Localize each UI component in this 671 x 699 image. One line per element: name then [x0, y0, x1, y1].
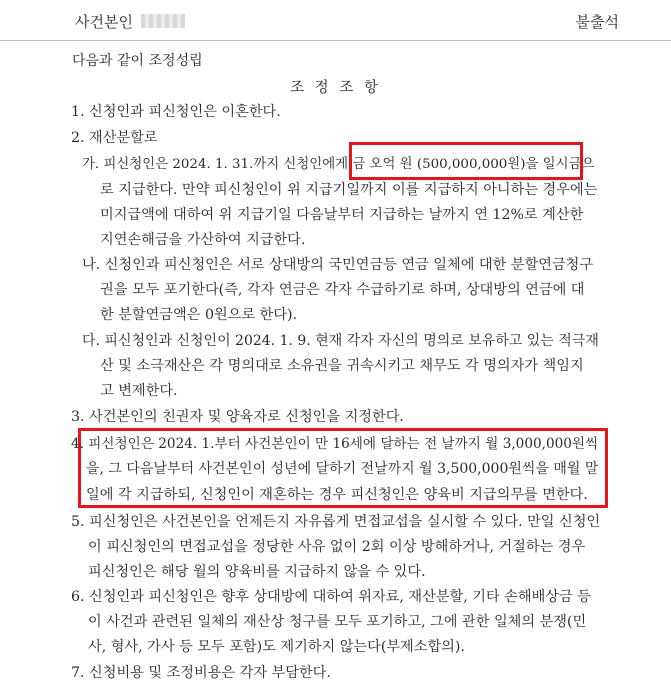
- clause-2-da-line-1: 다. 피신청인과 신청인이 2024. 1. 9. 현재 각자 자신의 명의로 보유하고 있는 적극재: [82, 333, 599, 349]
- clause-6-line-2: 이 사건과 관련된 일체의 재산상 청구를 모두 포기하고, 그에 관한 일체의 분쟁(민: [88, 614, 587, 630]
- clause-2: 2. 재산분할로: [71, 130, 158, 146]
- clause-3: 3. 사건본인의 친권자 및 양육자로 신청인을 지정한다.: [71, 409, 404, 425]
- clause-5-line-2: 이 피신청인의 면접교섭을 정당한 사유 없이 2회 이상 방해하거나, 거절하는 경우: [88, 539, 586, 555]
- intro-text: 다음과 같이 조정성립: [72, 53, 203, 69]
- clause-2-ga-line-1: 가. 피신청인은 2024. 1. 31.까지 신청인에게 금 오억 원 (500,000,000원)을 일시금으: [82, 157, 595, 172]
- clause-6-line-3: 사, 형사, 가사 등 모두 포함)도 제기하지 않는다(부제소합의).: [88, 639, 465, 655]
- clause-4-line-2: 을, 그 다음날부터 사건본인이 성년에 달하기 전날까지 월 3,500,000원씩을 매월 말: [86, 461, 599, 477]
- clause-2-ga-line-4: 지연손해금을 가산하여 지급한다.: [100, 232, 306, 248]
- case-party-label: 사건본인: [75, 13, 133, 31]
- clause-6-line-1: 6. 신청인과 피신청인은 향후 상대방에 대하여 위자료, 재산분할, 기타 손해배상금 등: [71, 589, 591, 605]
- case-party: [75, 11, 185, 32]
- clause-7: 7. 신청비용 및 조정비용은 각자 부담한다.: [71, 665, 331, 681]
- document-header: [0, 0, 671, 41]
- redacted-name: [141, 14, 185, 28]
- clause-2-ga-line-2: 로 지급한다. 만약 피신청인이 위 지급기일까지 이를 지급하지 아니하는 경우에는: [100, 182, 598, 198]
- clause-2-ga-line-3: 미지급액에 대하여 위 지급기일 다음날부터 지급하는 날까지 연 12%로 계산한: [100, 207, 584, 223]
- section-heading: 조 정 조 항: [290, 80, 381, 96]
- attendance-status: 불출석: [575, 13, 619, 31]
- clause-4-line-1: 4. 피신청인은 2024. 1.부터 사건본인이 만 16세에 달하는 전 날까지 월 3,000,000원씩: [71, 436, 599, 452]
- clause-4-line-3: 일에 각 지급하되, 신청인이 재혼하는 경우 피신청인은 양육비 지급의무를 면한다.: [86, 487, 588, 503]
- clause-2-na-line-3: 한 분할연금액은 0원으로 한다).: [100, 307, 298, 323]
- clause-5-line-1: 5. 피신청인은 사건본인을 언제든지 자유롭게 면접교섭을 실시할 수 있다. 만일 신청인: [71, 514, 601, 530]
- clause-2-da-line-3: 고 변제한다.: [100, 383, 178, 399]
- clause-1: 1. 신청인과 피신청인은 이혼한다.: [71, 104, 281, 120]
- clause-2-na-line-2: 권을 모두 포기한다(즉, 각자 연금은 각자 수급하기로 하며, 상대방의 연금에 대: [100, 282, 585, 298]
- clause-2-na-line-1: 나. 신청인과 피신청인은 서로 상대방의 국민연금등 연금 일체에 대한 분할연금청구: [82, 257, 594, 273]
- clause-5-line-3: 피신청인은 해당 월의 양육비를 지급하지 않을 수 있다.: [88, 564, 426, 580]
- clause-2-da-line-2: 산 및 소극재산은 각 명의대로 소유권을 귀속시키고 채무도 각 명의자가 책임지: [100, 358, 584, 374]
